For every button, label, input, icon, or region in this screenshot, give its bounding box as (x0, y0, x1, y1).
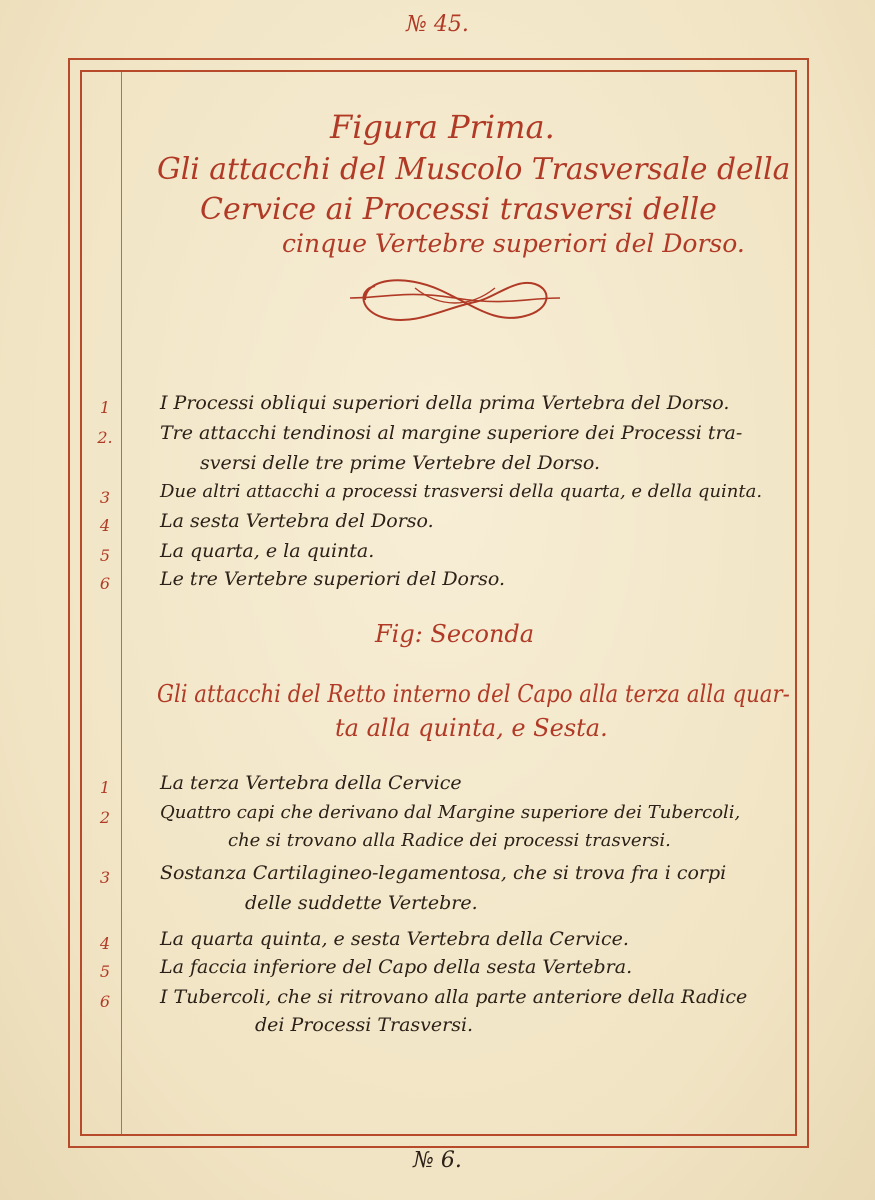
item-text: La quarta, e la quinta. (160, 540, 375, 562)
item-text: La quarta quinta, e sesta Vertebra della Cervice. (160, 928, 629, 950)
item-text: I Processi obliqui superiori della prima Vertebra del Dorso. (160, 392, 730, 414)
figure2-heading-line: Gli attacchi del Retto interno del Capo alla terza alla quar- (157, 680, 790, 708)
item-text: sversi delle tre prime Vertebre del Dorso. (200, 452, 601, 474)
item-text: La sesta Vertebra del Dorso. (160, 510, 434, 532)
item-text: La terza Vertebra della Cervice (160, 772, 462, 794)
item-text: Le tre Vertebre superiori del Dorso. (160, 568, 505, 590)
item-text: Sostanza Cartilagineo-legamentosa, che si trova fra i corpi (160, 862, 727, 884)
figure2-title: Fig: Seconda (375, 620, 535, 648)
item-number: 2. (97, 428, 113, 447)
item-text: Quattro capi che derivano dal Margine superiore dei Tubercoli, (160, 802, 741, 823)
figure1-heading-line: Gli attacchi del Muscolo Trasversale della (157, 152, 791, 187)
figure1-title: Figura Prima. (330, 108, 555, 146)
figure2-heading-line: ta alla quinta, e Sesta. (335, 714, 608, 742)
item-text: Tre attacchi tendinosi al margine superiore dei Processi tra- (160, 422, 743, 444)
figure1-heading-line: cinque Vertebre superiori del Dorso. (282, 229, 745, 258)
figure1-heading-line: Cervice ai Processi trasversi delle (200, 192, 717, 227)
item-number: 1 (99, 778, 111, 797)
page-number-top: № 45. (406, 12, 469, 37)
item-number: 2 (99, 808, 111, 827)
item-number: 3 (99, 868, 111, 887)
item-number: 5 (99, 962, 111, 981)
item-text: che si trovano alla Radice dei processi trasversi. (228, 830, 671, 851)
page-number-bottom: № 6. (413, 1148, 462, 1173)
item-number: 6 (99, 992, 111, 1011)
item-text: Due altri attacchi a processi trasversi della quarta, e della quinta. (160, 481, 763, 502)
item-number: 3 (99, 488, 111, 507)
item-text: I Tubercoli, che si ritrovano alla parte anteriore della Radice (160, 986, 748, 1008)
item-number: 4 (99, 516, 111, 535)
item-text: La faccia inferiore del Capo della sesta Vertebra. (160, 956, 633, 978)
flourish-ornament (345, 268, 565, 330)
margin-rule (121, 72, 122, 1134)
item-number: 6 (99, 574, 111, 593)
item-number: 4 (99, 934, 111, 953)
item-text: dei Processi Trasversi. (255, 1014, 474, 1036)
item-text: delle suddette Vertebre. (245, 892, 478, 914)
item-number: 1 (99, 398, 111, 417)
item-number: 5 (99, 546, 111, 565)
